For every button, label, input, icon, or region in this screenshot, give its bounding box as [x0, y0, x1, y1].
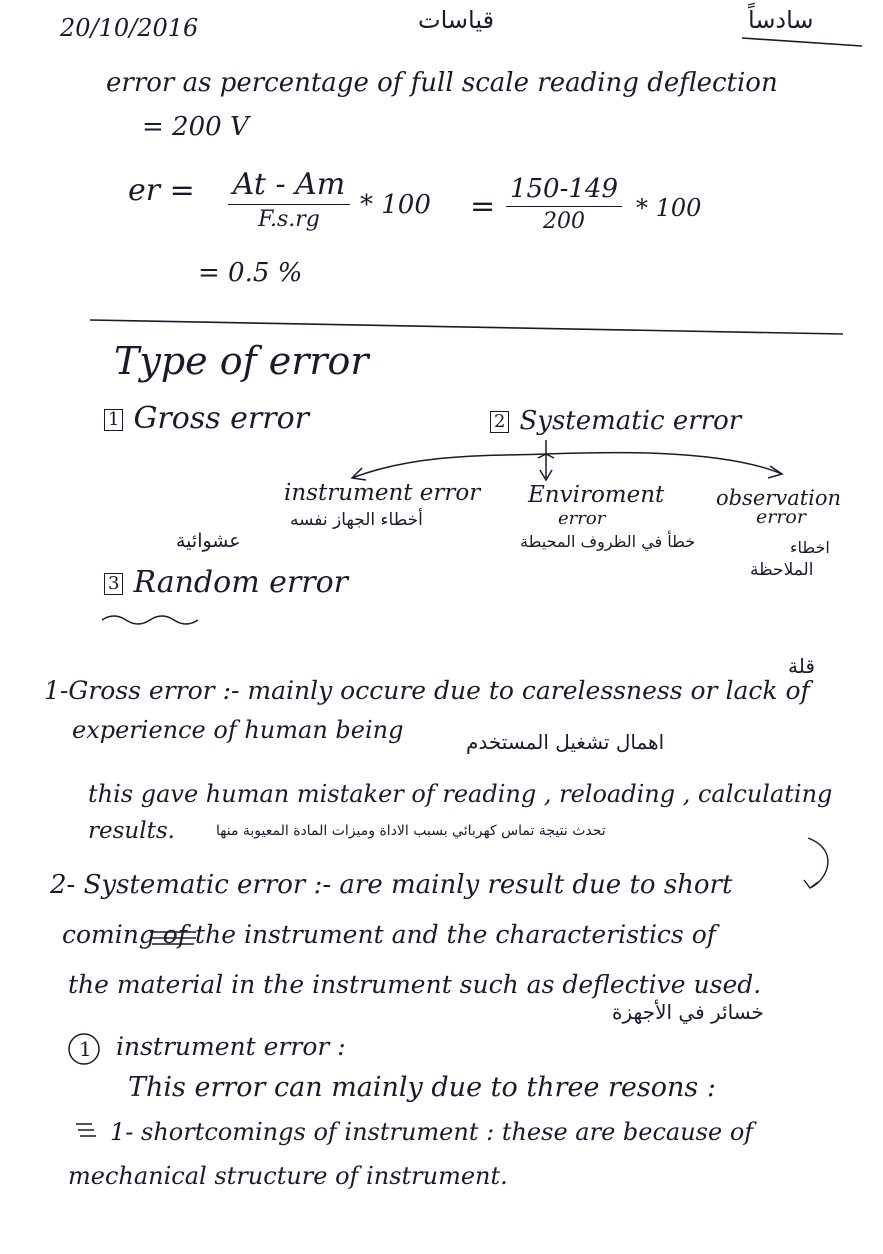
fraction-1-denominator: F.s.rg — [258, 207, 320, 232]
subject-title: قياسات — [418, 6, 495, 34]
gross-line2-ar: اهمال تشغيل المستخدم — [466, 730, 665, 754]
type-3-number: 3 — [104, 573, 123, 595]
systematic-line2: coming of the instrument and the characteristics of — [62, 920, 717, 949]
branch-observation-ar-2: الملاحظة — [750, 560, 814, 580]
branch-environment: Enviroment — [528, 482, 665, 508]
gross-line2: experience of human being — [72, 716, 404, 744]
type-1-number: 1 — [104, 409, 123, 431]
fraction-1-numerator: At - Am — [232, 167, 346, 202]
systematic-line3: the material in the instrument such as deflective used. — [68, 970, 762, 999]
type-systematic — [490, 408, 741, 434]
branch-observation-error: error — [756, 506, 806, 528]
multiply-100-b: * 100 — [636, 194, 702, 222]
branch-observation-ar-1: اخطاء — [790, 538, 830, 557]
section-divider — [90, 320, 843, 334]
multiply-100-a: * 100 — [360, 190, 431, 220]
date: 20/10/2016 — [60, 14, 199, 42]
example-line2: = 200 V — [142, 112, 249, 142]
instrument-error-line3: mechanical structure of instrument. — [68, 1162, 508, 1190]
branch-environment-ar: خطأ في الظروف المحيطة — [520, 532, 696, 551]
gross-note-ar: قلة — [788, 654, 815, 678]
fraction-2 — [506, 176, 622, 233]
example-line1: error as percentage of full scale reading deflection — [106, 68, 778, 98]
wavy-underline — [102, 616, 198, 624]
gross-line1: 1-Gross error :- mainly occure due to carelessness or lack of — [44, 676, 810, 705]
gross-line4: results. — [88, 818, 175, 844]
branch-bracket — [352, 453, 782, 478]
fraction-2-denominator: 200 — [543, 209, 585, 234]
branch-stem — [538, 440, 554, 478]
fraction-2-bar — [506, 206, 622, 207]
instrument-error-number: 1 — [79, 1037, 92, 1061]
formula-lhs: er = — [128, 173, 195, 208]
type-1-label: Gross error — [133, 401, 309, 436]
type-3-label: Random error — [133, 565, 349, 600]
types-heading: Type of error — [114, 339, 369, 383]
type-random — [104, 565, 349, 600]
branch-instrument: instrument error — [284, 480, 481, 506]
branch-observation: observation — [716, 486, 842, 510]
fraction-1-bar — [228, 204, 350, 205]
instrument-error-line1: This error can mainly due to three resons : — [128, 1072, 716, 1103]
instrument-error-line2: 1- shortcomings of instrument : these are because of — [110, 1118, 754, 1146]
branch-instrument-ar: أخطاء الجهاز نفسه — [290, 510, 423, 530]
type-gross — [104, 401, 309, 436]
random-label-ar: عشوائية — [176, 530, 241, 552]
formula-equals: = — [470, 189, 496, 224]
curved-arrow — [804, 838, 828, 888]
level-label: سادساً — [748, 6, 814, 34]
instrument-error-heading: instrument error : — [116, 1032, 346, 1061]
header-underline — [742, 38, 862, 46]
fraction-2-numerator: 150-149 — [509, 174, 619, 204]
gross-line4-ar: تحدث نتيجة تماس كهربائي بسبب الاداة وميزات المادة المعيوبة منها — [216, 823, 606, 839]
type-2-label: Systematic error — [519, 406, 742, 436]
scribble-mark — [76, 1124, 96, 1136]
type-2-number: 2 — [490, 411, 509, 433]
systematic-line3-ar: خسائر في الأجهزة — [612, 1000, 764, 1024]
formula-result: = 0.5 % — [198, 258, 303, 288]
fraction-1 — [228, 167, 350, 232]
gross-line3: this gave human mistaker of reading , reloading , calculating — [88, 780, 833, 808]
systematic-line1: 2- Systematic error :- are mainly result due to short — [50, 870, 733, 900]
branch-environment-error: error — [558, 508, 606, 529]
